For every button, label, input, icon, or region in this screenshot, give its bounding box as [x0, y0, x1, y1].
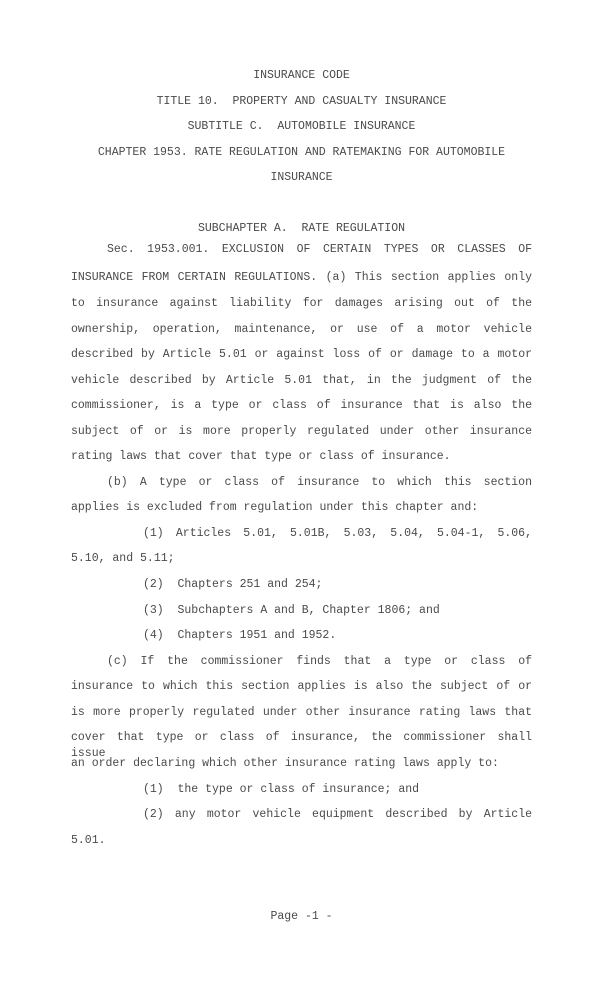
title-heading: TITLE 10. PROPERTY AND CASUALTY INSURANCE — [156, 95, 447, 108]
text-line: (2) Chapters 251 and 254; — [143, 578, 323, 591]
text-line: INSURANCE FROM CERTAIN REGULATIONS. (a) This section applies only — [71, 271, 532, 284]
text-line: vehicle described by Article 5.01 that, in the judgment of the — [71, 374, 532, 387]
page-number: Page -1 - — [270, 910, 333, 923]
text-line: described by Article 5.01 or against loss of or damage to a motor — [71, 348, 532, 361]
subchapter-heading: SUBCHAPTER A. RATE REGULATION — [197, 222, 406, 235]
text-line: to insurance against liability for damages arising out of the — [71, 297, 532, 310]
text-line: is more properly regulated under other insurance rating laws that — [71, 706, 532, 719]
code-heading: INSURANCE CODE — [253, 69, 350, 82]
chapter-heading: CHAPTER 1953. RATE REGULATION AND RATEMAKING FOR AUTOMOBILE — [97, 146, 506, 159]
text-line: (4) Chapters 1951 and 1952. — [143, 629, 337, 642]
text-line: 5.01. — [71, 834, 106, 847]
text-line: (c) If the commissioner finds that a type or class of — [107, 655, 532, 668]
text-line: cover that type or class of insurance, the commissioner shall issue — [71, 731, 532, 760]
text-line: subject of or is more properly regulated under other insurance — [71, 425, 532, 438]
text-line: (1) the type or class of insurance; and — [143, 783, 420, 796]
text-line: (2) any motor vehicle equipment described by Article — [143, 808, 532, 821]
text-line: (3) Subchapters A and B, Chapter 1806; and — [143, 604, 440, 617]
chapter-heading-cont: INSURANCE — [270, 171, 333, 184]
text-line: an order declaring which other insurance rating laws apply to: — [71, 757, 499, 770]
text-line: (1) Articles 5.01, 5.01B, 5.03, 5.04, 5.04-1, 5.06, — [143, 527, 532, 540]
text-line: 5.10, and 5.11; — [71, 552, 175, 565]
text-line: rating laws that cover that type or class of insurance. — [71, 450, 451, 463]
text-line: Sec. 1953.001. EXCLUSION OF CERTAIN TYPES OR CLASSES OF — [107, 243, 532, 256]
text-line: commissioner, is a type or class of insurance that is also the — [71, 399, 532, 412]
text-line: applies is excluded from regulation under this chapter and: — [71, 501, 479, 514]
text-line: (b) A type or class of insurance to which this section — [107, 476, 532, 489]
text-line: ownership, operation, maintenance, or use of a motor vehicle — [71, 323, 532, 336]
text-line: insurance to which this section applies is also the subject of or — [71, 680, 532, 693]
subtitle-heading: SUBTITLE C. AUTOMOBILE INSURANCE — [187, 120, 416, 133]
